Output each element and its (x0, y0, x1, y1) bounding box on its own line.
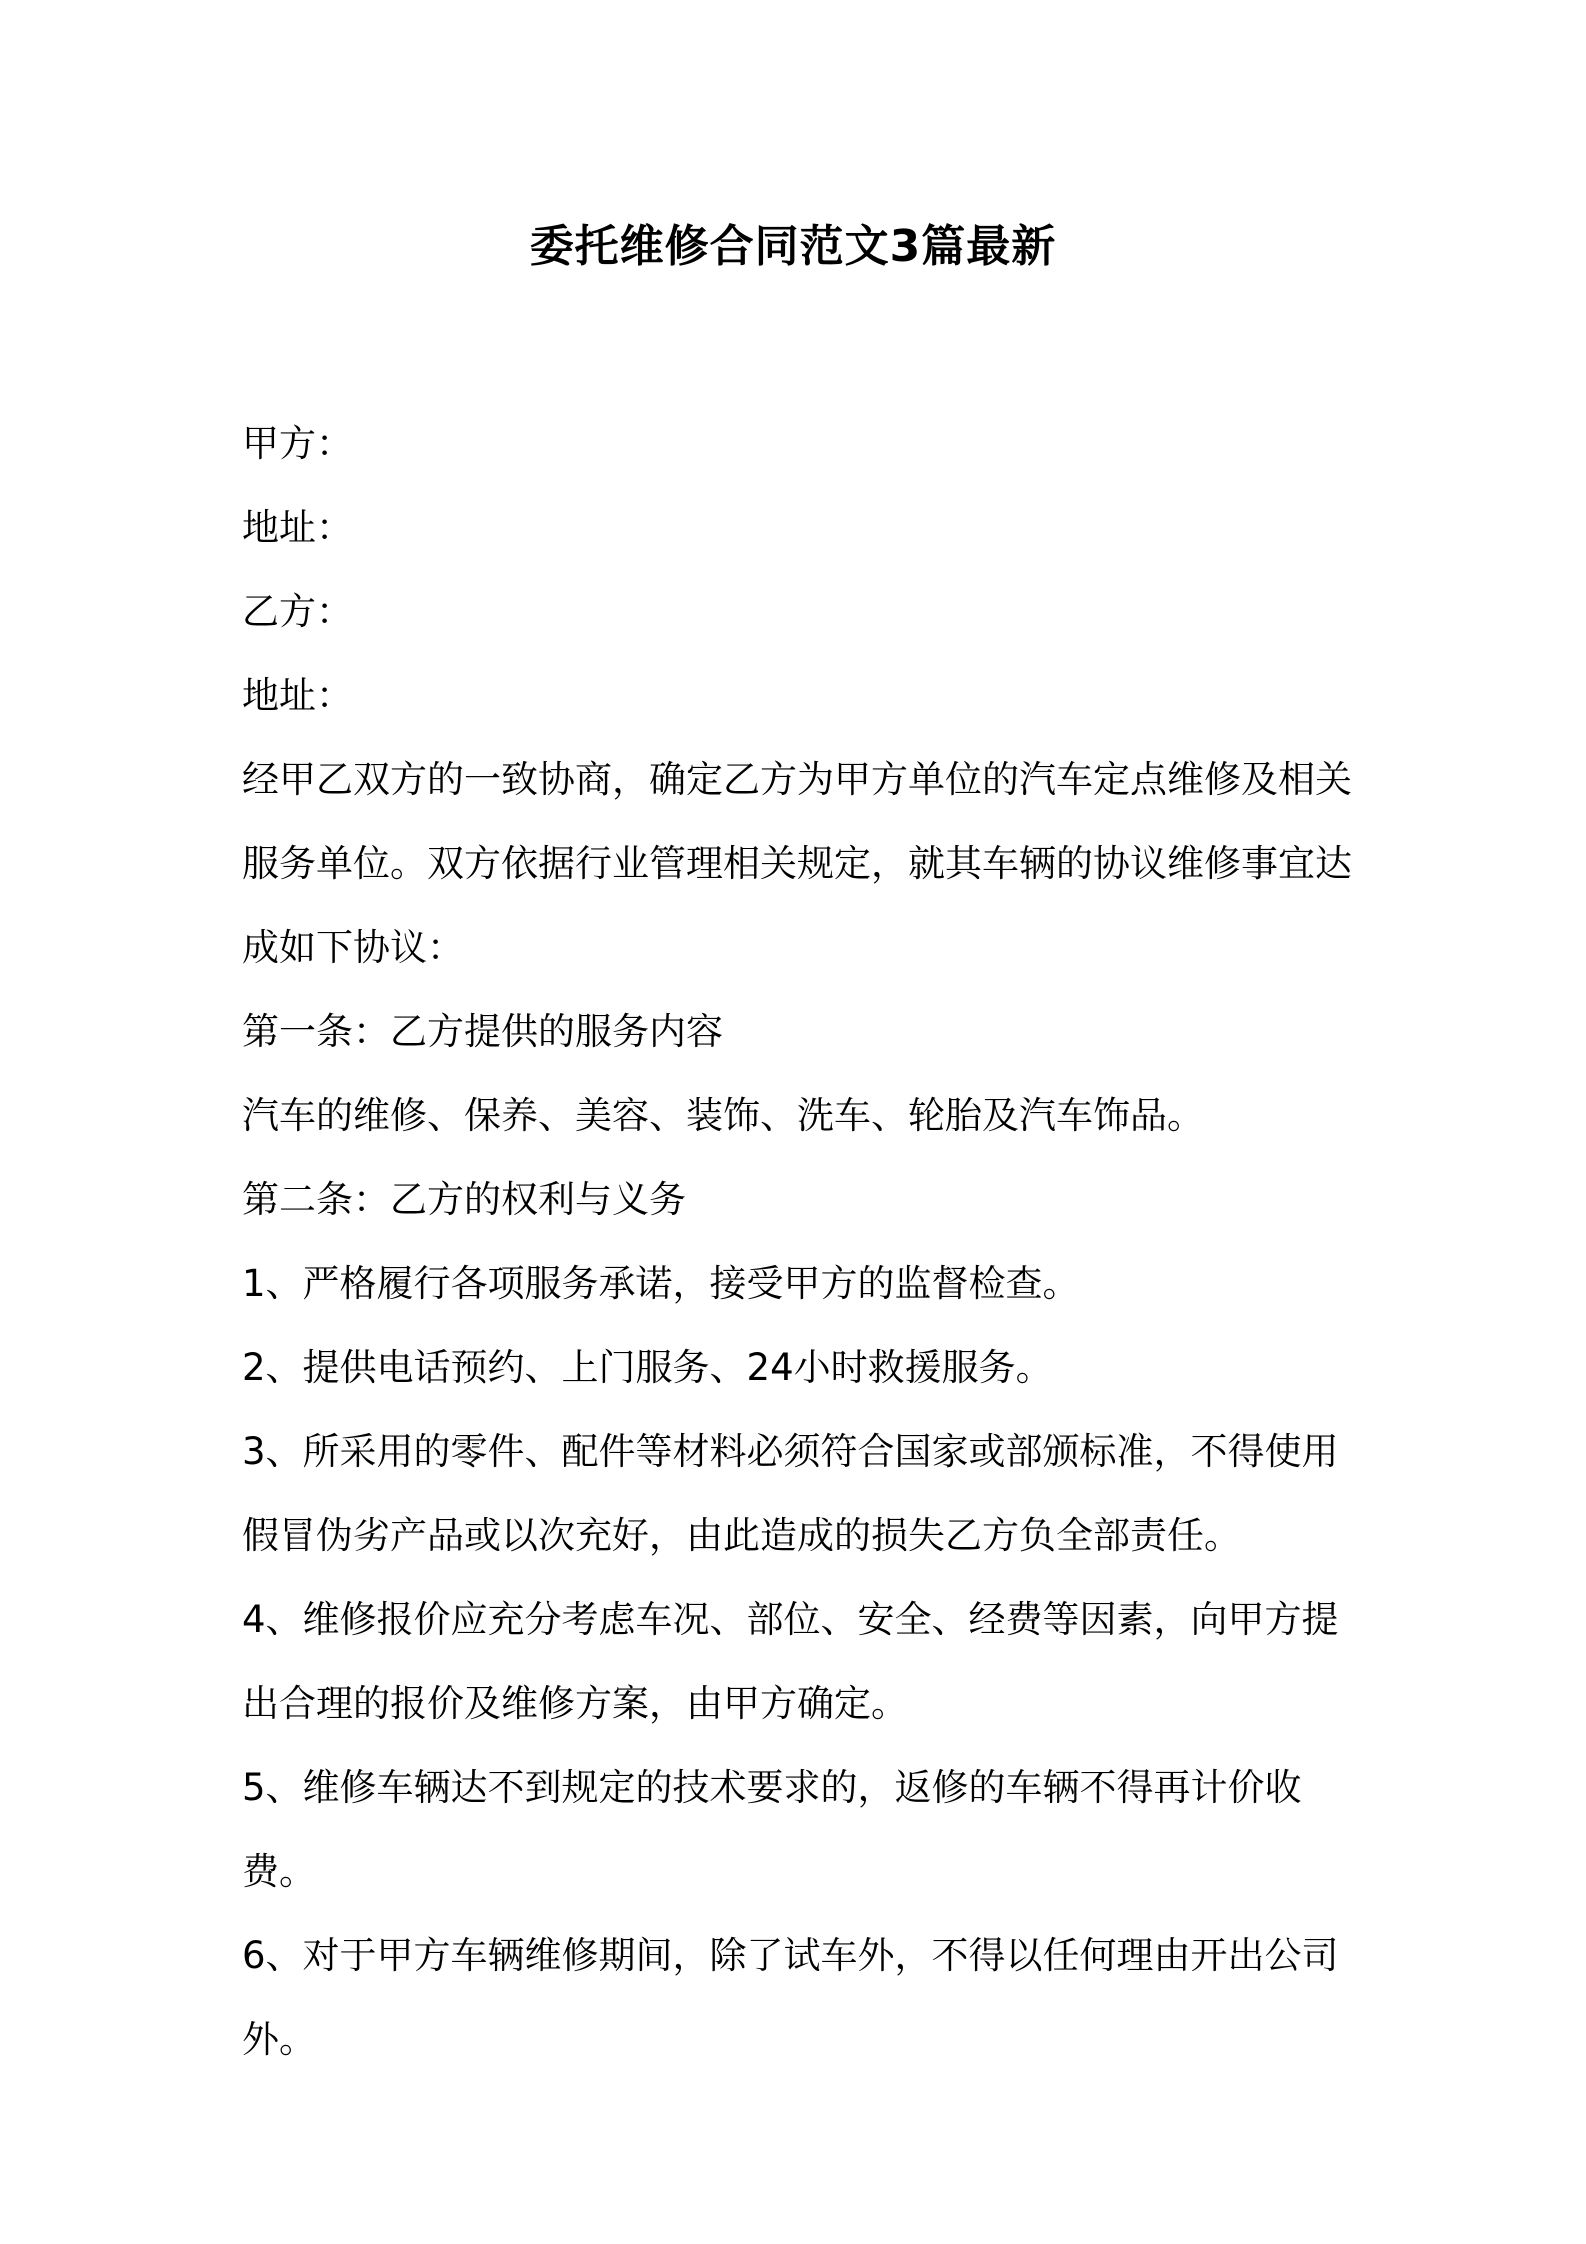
party-b-label: 乙方： (242, 590, 353, 633)
article-1-content: 汽车的维修、保养、美容、装饰、洗车、轮胎及汽车饰品。 (242, 1094, 1204, 1137)
party-a-address-label: 地址： (242, 506, 353, 549)
article-2-item-1: 1、严格履行各项服务承诺，接受甲方的监督检查。 (242, 1262, 1080, 1305)
article-1-heading: 第一条：乙方提供的服务内容 (242, 1010, 723, 1053)
article-2-item-5: 5、维修车辆达不到规定的技术要求的，返修的车辆不得再计价收费。 (242, 1766, 1302, 1893)
party-b-address-label: 地址： (242, 674, 353, 717)
article-2-item-2: 2、提供电话预约、上门服务、24小时救援服务。 (242, 1346, 1053, 1389)
article-2-item-6: 6、对于甲方车辆维修期间，除了试车外，不得以任何理由开出公司外。 (242, 1934, 1339, 2061)
document-body (242, 402, 1362, 2082)
article-2-item-3: 3、所采用的零件、配件等材料必须符合国家或部颁标准，不得使用假冒伪劣产品或以次充好，由此造成的损失乙方负全部责任。 (242, 1430, 1339, 1557)
article-2-heading: 第二条：乙方的权利与义务 (242, 1178, 686, 1221)
article-2-item-4: 4、维修报价应充分考虑车况、部位、安全、经费等因素，向甲方提出合理的报价及维修方案，由甲方确定。 (242, 1598, 1339, 1725)
document-title: 委托维修合同范文3篇最新 (529, 221, 1057, 272)
party-a-label: 甲方： (242, 422, 353, 465)
preamble-paragraph: 经甲乙双方的一致协商，确定乙方为甲方单位的汽车定点维修及相关服务单位。双方依据行业管理相关规定，就其车辆的协议维修事宜达成如下协议： (242, 758, 1352, 969)
